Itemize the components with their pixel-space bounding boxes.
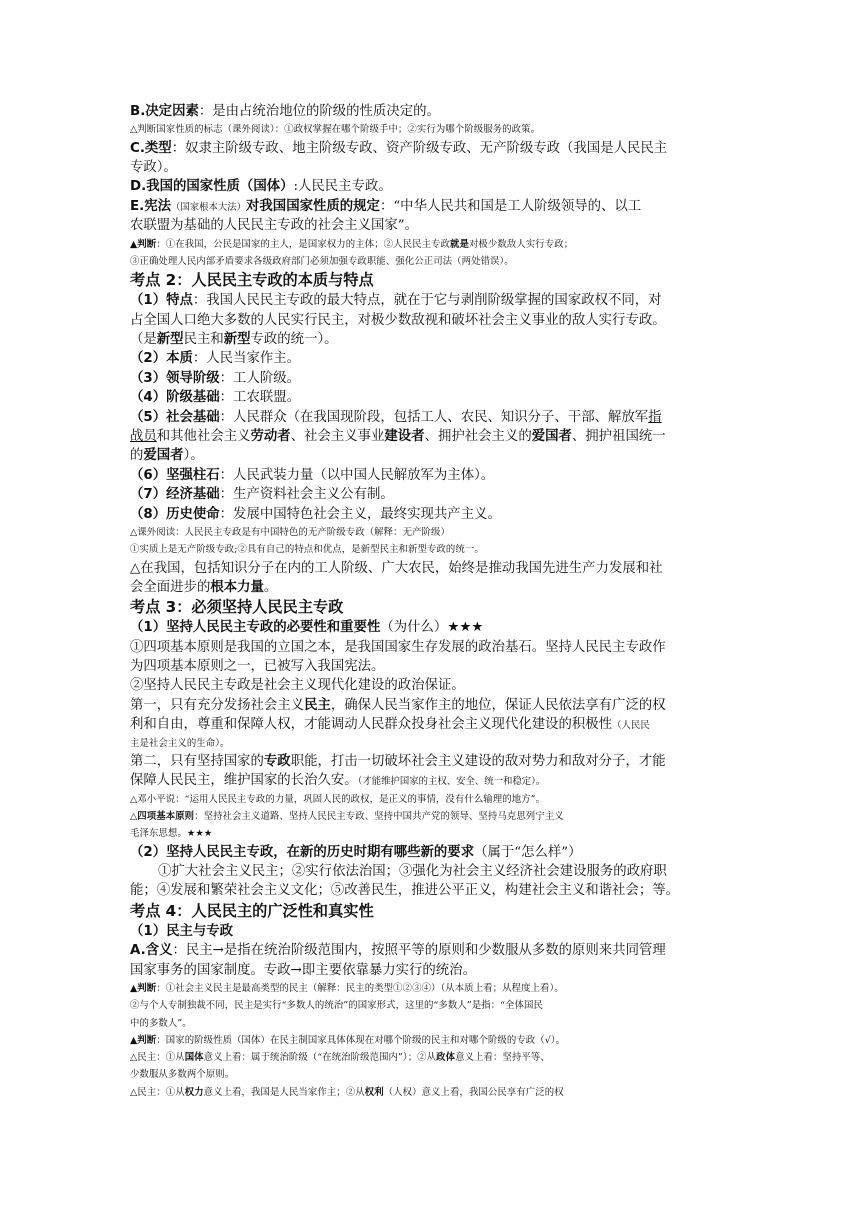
text-run: 职能，打击一切破坏社会主义建设的敌对势力和敌对分子，才能: [290, 753, 666, 769]
text-run: ：民主→是指在统治阶级范围内，按照平等的原则和少数服从多数的原则来共同管理: [172, 943, 666, 959]
text-run: ，确保人民当家作主的地位，保证人民依法享有广泛的权: [330, 697, 666, 713]
text-run: （属于“怎么样”）: [474, 844, 582, 860]
text-line: [130, 197, 736, 216]
bold-run: 就是: [450, 238, 469, 250]
text-run: 主是社会主义的生命）。: [130, 737, 230, 749]
text-run: 考点 4：人民民主的广泛性和真实性: [130, 901, 374, 920]
underlined-run: 指: [648, 409, 662, 425]
text-run: ①实质上是无产阶级专政;②具有自己的特点和优点，是新型民主和新型专政的统一。: [130, 544, 484, 556]
bold-run: 爱国者: [531, 428, 572, 444]
text-line: [130, 102, 736, 121]
text-run: ）。: [183, 448, 204, 464]
text-run: 第二，只有坚持国家的: [130, 753, 264, 769]
document-page: [130, 102, 736, 1101]
text-run: 和其他社会主义: [156, 428, 251, 444]
text-line: [130, 408, 736, 427]
note-line: [130, 735, 736, 752]
bold-run: 国体: [184, 1052, 204, 1064]
bold-run: ▲判断: [130, 238, 157, 250]
text-run: 、拥护祖国统一: [571, 428, 666, 444]
text-run: :人民民主专政。: [293, 179, 392, 195]
text-line: [130, 216, 736, 235]
bold-run: 新型: [156, 332, 184, 348]
text-line: [130, 349, 736, 368]
text-line: [130, 369, 736, 388]
text-run: 利和自由，尊重和保障人权，才能调动人民群众投身社会主义现代化建设的积极性: [130, 717, 613, 733]
text-run: 意义上看：属于统治阶级（“在统治阶级范围内”）；②从: [203, 1052, 437, 1064]
text-run: △民主：①从: [130, 1086, 185, 1098]
bold-run: 对我国国家性质的规定: [246, 198, 380, 214]
bold-run: △四项基本原则: [130, 811, 195, 823]
text-line: [130, 158, 736, 177]
underlined-run: 战员: [130, 428, 157, 444]
bold-run: 新型: [223, 332, 251, 348]
note-line: [130, 253, 736, 270]
text-run: 为四项基本原则之一，已被写入我国宪法。: [130, 659, 385, 675]
bold-run: D.我国的国家性质（国体）: [130, 179, 294, 195]
text-run: ②与个人专制独裁不同，民主是实行“多数人的统治”的国家形式，这里的“多数人”是指：“全体国民: [130, 1000, 543, 1012]
text-run: ：坚持社会主义道路、坚持人民民主专政、坚持中国共产党的领导、坚持马克思列宁主义: [194, 811, 564, 823]
text-line: [130, 961, 736, 980]
bold-run: （2）坚持人民民主专政，在新的历史时期有哪些新的要求: [130, 844, 475, 860]
text-run: △邓小平说：“运用人民民主专政的力量，巩固人民的政权，是正义的事情，没有什么输理的地方”。: [130, 793, 546, 805]
bold-run: 根本力量: [210, 579, 264, 595]
bold-run: （7）经济基础: [130, 487, 220, 503]
text-line: [130, 291, 736, 310]
text-run: 意义上看：坚持平等、: [455, 1052, 550, 1064]
text-line: [130, 771, 736, 790]
bold-run: （8）历史使命: [130, 506, 220, 522]
text-run: ③正确处理人民内部矛盾要求各级政府部门必须加强专政职能、强化公正司法（两处错误）。: [130, 255, 514, 267]
text-line: [130, 843, 736, 862]
note-line: [130, 1015, 736, 1032]
text-run: 的: [130, 448, 144, 464]
text-line: [130, 676, 736, 695]
bold-run: 专政: [263, 753, 291, 769]
section-heading: [130, 270, 736, 291]
bold-run: 民主: [304, 697, 331, 713]
text-run: ：①在我国，公民是国家的主人，是国家权力的主体；②人民民主专政: [156, 238, 450, 250]
text-line: [130, 139, 736, 158]
bold-run: （4）阶级基础: [130, 390, 220, 406]
text-line: [130, 657, 736, 676]
text-line: [130, 466, 736, 485]
bold-run: B.决定因素: [130, 104, 199, 119]
text-run: 第一，只有充分发扬社会主义: [130, 697, 305, 713]
small-run: （才能维护国家的主权、安全、统一和稳定）。: [357, 776, 546, 788]
text-run: ：工农联盟。: [219, 390, 301, 406]
text-run: 意义上看，我国是人民当家作主；②从: [203, 1086, 365, 1098]
text-line: [130, 696, 736, 715]
text-run: （人权）意义上看，我国公民享有广泛的权: [383, 1086, 564, 1098]
text-line: [130, 505, 736, 524]
text-line: [130, 485, 736, 504]
note-line: [130, 1049, 736, 1066]
bold-run: 劳动者: [250, 428, 291, 444]
section-heading: [130, 597, 736, 618]
text-run: ：生产资料社会主义公有制。: [219, 487, 394, 503]
text-run: 、拥护社会主义的: [424, 428, 532, 444]
text-run: ：“中华人民共和国是工人阶级领导的、以工: [379, 198, 642, 214]
text-line: [130, 311, 736, 330]
bold-run: ★★★: [186, 828, 213, 840]
bold-run: （1）民主与专政: [130, 923, 234, 939]
text-run: 、社会主义事业: [290, 428, 385, 444]
text-run: 中的多数人”。: [130, 1017, 192, 1029]
text-run: ：奴隶主阶级专政、地主阶级专政、资产阶级专政、无产阶级专政（我国是人民民主: [171, 140, 668, 156]
text-run: 占全国人口绝大多数的人民实行民主，对极少数敌视和破坏社会主义事业的敌人实行专政。: [130, 312, 666, 328]
text-line: [130, 881, 736, 900]
text-run: ：国家的阶级性质（国体）在民主制国家具体体现在对哪个阶级的民主和对哪个阶级的专政（√）。: [156, 1034, 566, 1046]
note-line: [130, 1066, 736, 1083]
note-line: [130, 808, 736, 825]
text-run: ：人民当家作主。: [192, 351, 301, 367]
text-run: 少数服从多数两个原则。: [130, 1069, 235, 1081]
bold-run: A.含义: [130, 943, 173, 959]
text-line: [130, 922, 736, 941]
bold-run: （6）坚强柱石: [130, 467, 220, 483]
text-run: 。: [263, 579, 278, 595]
note-line: [130, 980, 736, 997]
bold-run: （1）坚持人民民主专政的必要性和重要性: [130, 620, 381, 636]
text-run: ：发展中国特色社会主义，最终实现共产主义。: [219, 506, 501, 522]
section-heading: [130, 901, 736, 922]
text-run: 农联盟为基础的人民民主专政的社会主义国家”。: [130, 218, 419, 234]
text-run: ：人民群众（在我国现阶段，包括工人、农民、知识分子、干部、解放军: [219, 409, 649, 425]
bold-run: （5）社会基础: [130, 409, 220, 425]
text-line: [130, 330, 736, 349]
bold-run: ★★★: [447, 620, 484, 636]
text-run: 专政）。: [130, 160, 177, 176]
text-line: [130, 941, 736, 960]
text-run: ：①社会主义民主是最高类型的民主（解释：民主的类型①②③④）（从本质上看；从程度上看）。: [156, 982, 564, 994]
bold-run: ▲判断: [130, 982, 157, 994]
text-line: [130, 177, 736, 196]
note-line: [130, 997, 736, 1014]
bold-run: 政体: [436, 1052, 456, 1064]
text-line: [130, 618, 736, 637]
text-run: 对极少数敌人实行专政；: [468, 238, 574, 250]
bold-run: ▲判断: [130, 1034, 157, 1046]
bold-run: C.类型: [130, 140, 172, 156]
text-line: [130, 862, 736, 881]
note-line: [130, 1084, 736, 1101]
text-run: ：工人阶级。: [219, 370, 301, 386]
text-run: ：我国人民民主专政的最大特点，就在于它与剥削阶级掌握的国家政权不同，对: [192, 293, 662, 309]
text-run: ：人民武装力量（以中国人民解放军为主体）。: [219, 467, 495, 483]
text-run: 考点 2：人民民主专政的本质与特点: [130, 271, 374, 290]
text-run: 毛泽东思想。: [130, 828, 187, 840]
bold-run: （3）领导阶级: [130, 370, 220, 386]
text-run: ：是由占统治地位的阶级的性质决定的。: [198, 104, 440, 119]
text-run: 能；④发展和繁荣社会主义文化；⑤改善民生，推进公平正义，构建社会主义和谐社会；等。: [130, 883, 680, 899]
text-line: [130, 427, 736, 446]
bold-run: E.宪法: [130, 198, 172, 214]
note-line: [130, 541, 736, 558]
note-line: [130, 1032, 736, 1049]
text-run: （为什么）: [380, 620, 448, 636]
note-line: [130, 524, 736, 541]
text-run: △民主：①从: [130, 1052, 185, 1064]
text-line: [130, 559, 736, 578]
text-run: ②坚持人民民主专政是社会主义现代化建设的政治保证。: [130, 678, 465, 694]
note-line: [130, 791, 736, 808]
text-line: [130, 752, 736, 771]
bold-run: 权利: [364, 1086, 384, 1098]
bold-run: （1）特点: [130, 293, 193, 309]
text-run: △在我国，包括知识分子在内的工人阶级、广大农民，始终是推动我国先进生产力发展和社: [130, 560, 663, 576]
text-line: [130, 715, 736, 734]
bold-run: 权力: [184, 1086, 204, 1098]
text-run: ①扩大社会主义民主；②实行依法治国；③强化为社会主义经济社会建设服务的政府职: [158, 864, 667, 879]
text-run: 专政的统一）。: [250, 332, 338, 348]
bold-run: 爱国者: [143, 448, 184, 464]
text-run: 会全面进步的: [130, 579, 211, 595]
text-line: [130, 446, 736, 465]
note-line: [130, 825, 736, 842]
text-run: （是: [130, 332, 157, 348]
bold-run: （2）本质: [130, 351, 193, 367]
text-run: △判断国家性质的标志（课外阅读）：①政权掌握在哪个阶级手中；②实行为哪个阶级服务的政策。: [130, 124, 541, 136]
text-run: 民主和: [183, 332, 224, 348]
text-run: 考点 3：必须坚持人民民主专政: [130, 598, 344, 617]
text-line: [130, 578, 736, 597]
note-line: [130, 236, 736, 253]
text-line: [130, 388, 736, 407]
text-run: 国家事务的国家制度。专政→即主要依靠暴力实行的统治。: [130, 962, 476, 978]
text-run: ①四项基本原则是我国的立国之本，是我国国家生存发展的政治基石。坚持人民民主专政作: [130, 639, 666, 655]
text-line: [130, 638, 736, 657]
small-run: （国家根本大法）: [171, 201, 247, 213]
text-run: 保障人民民主，维护国家的长治久安。: [130, 773, 358, 789]
small-run: （人民民: [612, 720, 650, 732]
text-run: △课外阅读：人民民主专政是有中国特色的无产阶级专政（解释：无产阶级）: [130, 526, 450, 538]
note-line: [130, 121, 736, 138]
bold-run: 建设者: [384, 428, 425, 444]
